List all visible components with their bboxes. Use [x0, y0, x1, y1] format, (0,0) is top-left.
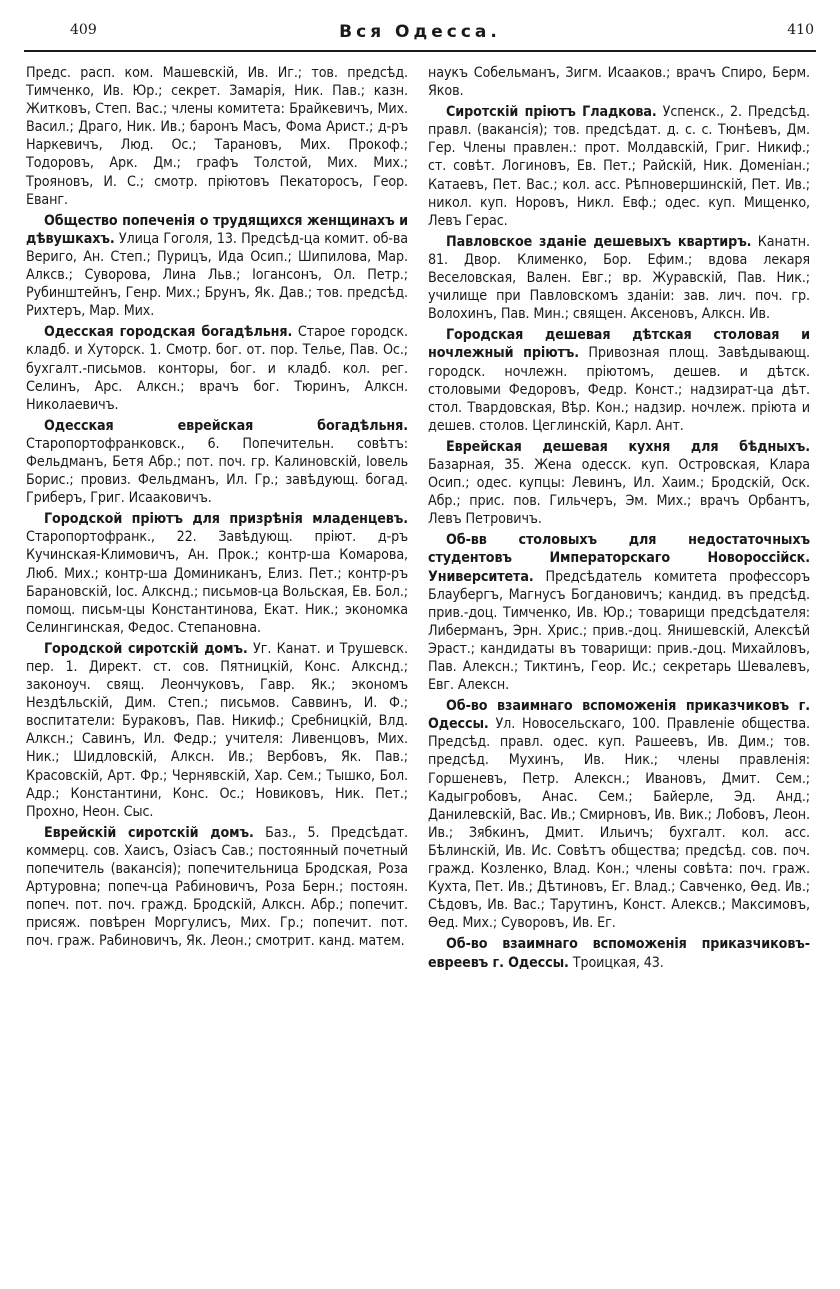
directory-entry	[26, 64, 408, 209]
entry-heading: Городской пріютъ для призрѣнія младенцевъ.	[44, 511, 408, 528]
header-rule	[24, 50, 816, 52]
entry-body: Канатн. 81. Двор. Клименко, Бор. Ефим.; вдова лекаря Веселовская, Вален. Евг.; вр. Журавскій, Пав. Ник.; училище при Павловскомъ зданіи: зав. лич. поч. гр. Волохинъ, Пав. Мин.; священ. Аксеновъ, Алксн. Ив.	[428, 233, 810, 323]
entry-heading: Общество попеченія о трудящихся женщинахъ и дѣвушкахъ.	[26, 212, 408, 247]
left-column	[26, 64, 408, 954]
entry-heading: Одесская городская богадѣльня.	[44, 324, 293, 341]
entry-heading: Об-во взаимнаго вспоможенія приказчиковъ г. Одессы.	[428, 698, 810, 733]
entry-body: Улица Гоголя, 13. Предсѣд-ца комит. об-ва Вериго, Ан. Степ.; Пурицъ, Ида Осип.; Шипилова, Мар. Алксв.; Суворова, Лина Льв.; Іогансонъ, Ол. Петр.; Рубинштейнъ, Генр. Мих.; Брунъ, Як. Дав.; тов. предсѣд. Рихтеръ, Мар. Мих.	[26, 230, 408, 320]
entry-heading: Еврейскій сиротскій домъ.	[44, 824, 254, 841]
entry-body: Успенск., 2. Предсѣд. правл. (вакансія); тов. предсѣдат. д. с. с. Тюнѣевъ, Дм. Гер. Члены правлен.: прот. Молдавскій, Григ. Никиф.; ст. совѣт. Логиновъ, Ев. Пет.; Райскій, Ник. Доменіан.; Катаевъ, Пет. Вас.; кол. асс. Рѣпновершинскій, Пет. Ив.; никол. куп. Норовъ, Никл. Евф.; одес. куп. Мищенко, Левъ Герас.	[428, 104, 810, 229]
running-title: Вся Одесса.	[339, 22, 501, 42]
entry-body: Старое городск. кладб. и Хуторск. 1. Смотр. бог. от. пор. Телье, Пав. Ос.; бухгалт.-письмов. конторы, бог. и кладб. кол. рег. Селинъ, Арс. Алксн.; врачъ бог. Тюринъ, Алксн. Николаевичъ.	[26, 324, 408, 413]
right-page-number: 410	[787, 22, 814, 38]
entry-body: Ул. Новосельскаго, 100. Правленіе общества. Предсѣд. правл. одес. куп. Рашеевъ, Ив. Дим.; тов. предсѣд. Мухинъ, Ив. Ник.; члены правленія: Горшеневъ, Петр. Алексн.; Ивановъ, Дмит. Сем.; Кадыгробовъ, Анас. Сем.; Байерле, Эд. Анд.; Данилевскій, Вас. Ив.; Смирновъ, Ив. Вик.; Лобовъ, Леон. Ив.; Зябкинъ, Дмит. Ильичъ; бухгалт. кол. асс. Бѣлинскій, Ив. Ис. Совѣтъ общества; предсѣд. сов. поч. гражд. Козленко, Влад. Кон.; члены совѣта: поч. граж. Кухта, Пет. Ив.; Дѣтиновъ, Ег. Влад.; Савченко, Ѳед. Ив.; Сѣдовъ, Ив. Вас.; Тарутинъ, Конст. Алексв.; Максимовъ, Ѳед. Мих.; Суворовъ, Ив. Ег.	[428, 716, 810, 932]
entry-heading: Одесская еврейская богадѣльня.	[44, 417, 408, 434]
entry-body: Базарная, 35. Жена одесск. куп. Островская, Клара Осип.; одес. купцы: Левинъ, Ил. Хаим.; Бродскій, Оск. Абр.; прис. пов. Гильчеръ, Эм. Мих.; врачъ Орбантъ, Левъ Петровичъ.	[428, 456, 810, 528]
entry-body: Старопортофранковск., 6. Попечительн. совѣтъ: Фельдманъ, Бетя Абр.; пот. поч. гр. Калиновскій, Іовель Борис.; провиз. Фельдманъ, Ил. Гр.; завѣдующ. богад. Гриберъ, Григ. Исааковичъ.	[26, 435, 408, 507]
directory-entry	[428, 326, 810, 435]
directory-entry	[428, 935, 810, 971]
entry-heading: Об-во взаимнаго вспоможенія приказчиковъ-евреевъ г. Одессы.	[428, 936, 810, 971]
entry-body: Троицкая, 43.	[568, 954, 664, 971]
entry-heading: Городская дешевая дѣтская столовая и ночлежный пріютъ.	[428, 327, 810, 362]
left-page-number: 409	[70, 22, 97, 38]
entry-body: наукъ Собельманъ, Зигм. Исааков.; врачъ Спиро, Берм. Яков.	[428, 65, 810, 100]
right-column	[428, 64, 810, 975]
directory-entry	[26, 417, 408, 507]
entry-heading: Еврейская дешевая кухня для бѣдныхъ.	[446, 438, 810, 455]
page-header	[24, 18, 816, 48]
entry-body: Старопортофранк., 22. Завѣдующ. пріют. д-ръ Кучинская-Климовичъ, Ан. Прок.; контр-ша Комарова, Люб. Мих.; контр-ша Доминиканъ, Елиз. Пет.; контр-ръ Барановскій, Іос. Алкснд.; письмов-ца Вольская, Ев. Бол.; помощ. письм-цы Константинова, Екат. Ник.; экономка Селингинская, Федос. Степановна.	[26, 529, 408, 636]
directory-entry	[428, 697, 810, 932]
entry-heading: Об-вв столовыхъ для недостаточныхъ студентовъ Императорскаго Новороссійск. Университета.	[428, 532, 810, 585]
directory-entry	[428, 531, 810, 694]
directory-entry	[26, 640, 408, 821]
entry-heading: Городской сиротскій домъ.	[44, 640, 248, 657]
directory-entry	[428, 233, 810, 323]
entry-body: Уг. Канат. и Трушевск. пер. 1. Директ. ст. сов. Пятницкій, Конс. Алкснд.; законоуч. свящ. Леончуковъ, Гавр. Як.; экономъ Нездѣльскій, Дим. Степ.; письмов. Саввинъ, И. Ф.; воспитатели: Бураковъ, Пав. Никиф.; Сребницкій, Влд. Алксн.; Савинъ, Ил. Федр.; учителя: Ливенцовъ, Мих. Ник.; Шидловскій, Алксн. Ив.; Вербовъ, Як. Пав.; Красовскій, Арт. Фр.; Чернявскій, Хар. Сем.; Тышко, Бол. Адр.; Константини, Конс. Ос.; Новиковъ, Ник. Пет.; Прохно, Неон. Сыс.	[26, 640, 408, 820]
directory-entry	[26, 824, 408, 951]
directory-entry	[428, 438, 810, 528]
entry-body: Баз., 5. Предсѣдат. коммерц. сов. Хаисъ, Озіасъ Сав.; постоянный почетный попечитель (вакансія); попечительница Бродская, Роза Артуровна; попеч-ца Рабиновичъ, Роза Берн.; постоян. попеч. пот. поч. гражд. Бродскій, Алксн. Абр.; попечит. присяж. повѣрен Моргулисъ, Мих. Гр.; попечит. пот. поч. граж. Рабиновичъ, Як. Леон.; смотрит. канд. матем.	[26, 824, 408, 950]
entry-body: Предсѣдатель комитета профессоръ Блаубергъ, Магнусъ Богдановичъ; кандид. въ предсѣд. прив.-доц. Тимченко, Ив. Юр.; товарищи предсѣдателя: Либерманъ, Эрн. Хрис.; прив.-доц. Янишевскій, Алексѣй Эраст.; кандидаты въ товарищи: прив.-доц. Михайловъ, Пав. Алексн.; Тиктинъ, Геор. Ис.; секретарь Шевалевъ, Евг. Алексн.	[428, 568, 810, 694]
entry-heading: Павловское зданіе дешевыхъ квартиръ.	[446, 233, 752, 250]
directory-entry	[26, 510, 408, 637]
directory-entry	[428, 103, 810, 230]
entry-heading: Сиротскій пріютъ Гладкова.	[446, 104, 657, 121]
entry-body: Привозная площ. Завѣдывающ. городск. ночлежн. пріютомъ, дешев. и дѣтск. столовыми Федоровъ, Федр. Конст.; надзират-ца дѣт. стол. Твардовская, Вѣр. Кон.; надзир. ночлеж. пріюта и дешев. столов. Цеглинскій, Карл. Ант.	[428, 345, 810, 434]
entry-body: Предс. расп. ком. Машевскій, Ив. Иг.; тов. предсѣд. Тимченко, Ив. Юр.; секрет. Замарія, Ник. Пав.; казн. Житковъ, Степ. Вас.; члены комитета: Брайкевичъ, Мих. Васил.; Драго, Ник. Ив.; баронъ Масъ, Фома Арист.; д-ръ Наркевичъ, Люд. Ос.; Тарановъ, Мих. Прокоф.; Тодоровъ, Арк. Дм.; графъ Толстой, Мих. Мих.; Трояновъ, И. С.; смотр. пріютовъ Пекаторосъ, Геор. Еванг.	[26, 65, 408, 208]
directory-entry	[26, 323, 408, 413]
directory-entry	[428, 64, 810, 100]
directory-entry	[26, 212, 408, 321]
